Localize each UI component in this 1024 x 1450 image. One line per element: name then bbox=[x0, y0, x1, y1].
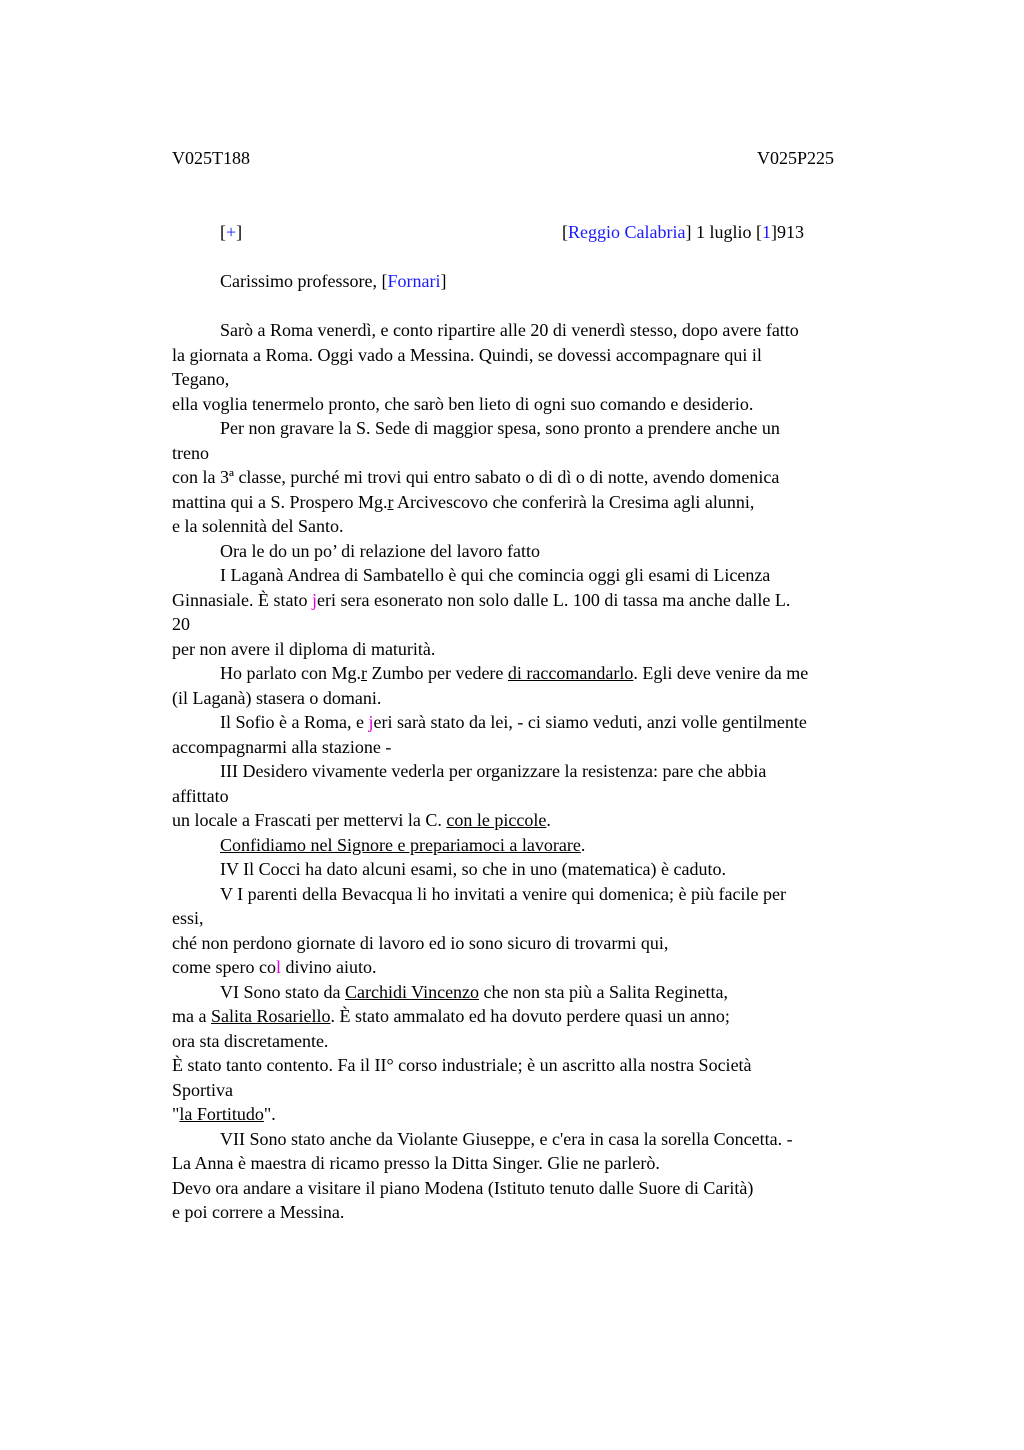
text-line: Il Sofio è a Roma, e jeri sarà stato da lei, - ci siamo veduti, anzi volle gentilmente bbox=[220, 712, 807, 732]
text-line: la giornata a Roma. Oggi vado a Messina. Quindi, se dovessi accompagnare qui il bbox=[172, 344, 762, 365]
letter-body bbox=[172, 318, 912, 1225]
place-link[interactable]: Reggio Calabria bbox=[568, 222, 686, 242]
text-line: Sportiva bbox=[172, 1079, 233, 1100]
text-line: Ora le do un po’ di relazione del lavoro fatto bbox=[220, 540, 541, 561]
text-line: Per non gravare la S. Sede di maggior spesa, sono pronto a prendere anche un bbox=[220, 418, 780, 438]
text-line: IV Il Cocci ha dato alcuni esami, so che in uno (matematica) è caduto. bbox=[220, 859, 726, 879]
text-line: per non avere il diploma di maturità. bbox=[172, 638, 436, 659]
dateline: [Reggio Calabria] 1 luglio [1]913 bbox=[562, 222, 804, 242]
document-code-left: V025T188 bbox=[172, 148, 250, 168]
text-line: "la Fortitudo". bbox=[172, 1104, 276, 1124]
document-code-right: V025P225 bbox=[757, 148, 835, 168]
text-line: VII Sono stato anche da Violante Giuseppe, e c'era in casa la sorella Concetta. - bbox=[220, 1128, 793, 1149]
text-line: La Anna è maestra di ricamo presso la Ditta Singer. Glie ne parlerò. bbox=[172, 1153, 660, 1173]
recipient-link[interactable]: Fornari bbox=[387, 271, 441, 291]
archive-mark: [+] bbox=[220, 222, 243, 242]
text-line: Sarò a Roma venerdì, e conto ripartire alle 20 di venerdì stesso, dopo avere fatto bbox=[220, 320, 799, 340]
text-line: ma a Salita Rosariello. È stato ammalato ed ha dovuto perdere quasi un anno; bbox=[172, 1006, 730, 1026]
text-line: affittato bbox=[172, 785, 229, 806]
text-line: Confidiamo nel Signore e prepariamoci a lavorare. bbox=[220, 834, 586, 855]
text-line: 20 bbox=[172, 614, 190, 634]
text-line: un locale a Frascati per mettervi la C. con le piccole. bbox=[172, 810, 551, 830]
text-line: treno bbox=[172, 442, 209, 463]
text-line: accompagnarmi alla stazione - bbox=[172, 736, 392, 757]
text-line: V I parenti della Bevacqua li ho invitati a venire qui domenica; è più facile per bbox=[220, 883, 786, 904]
text-line: Devo ora andare a visitare il piano Modena (Istituto tenuto dalle Suore di Carità) bbox=[172, 1177, 754, 1198]
text-line: ella voglia tenermelo pronto, che sarò ben lieto di ogni suo comando e desiderio. bbox=[172, 393, 754, 414]
text-line: Ginnasiale. È stato jeri sera esonerato non solo dalle L. 100 di tassa ma anche dalle L. bbox=[172, 589, 791, 610]
text-line: III Desidero vivamente vederla per organizzare la resistenza: pare che abbia bbox=[220, 761, 767, 781]
text-line: ché non perdono giornate di lavoro ed io sono sicuro di trovarmi qui, bbox=[172, 932, 669, 953]
text-line: e la solennità del Santo. bbox=[172, 516, 344, 536]
text-line: Ho parlato con Mg.r Zumbo per vedere di raccomandarlo. Egli deve venire da me bbox=[220, 663, 809, 683]
text-line: È stato tanto contento. Fa il II° corso industriale; è un ascritto alla nostra Società bbox=[172, 1055, 752, 1075]
year-digit-link[interactable]: 1 bbox=[761, 222, 771, 242]
text-line: mattina qui a S. Prospero Mg.r Arcivescovo che conferirà la Cresima agli alunni, bbox=[172, 491, 755, 512]
text-line: e poi correre a Messina. bbox=[172, 1202, 345, 1222]
text-line: ora sta discretamente. bbox=[172, 1030, 329, 1051]
text-line: (il Laganà) stasera o domani. bbox=[172, 687, 382, 708]
salutation: Carissimo professore, [Fornari] bbox=[220, 271, 447, 291]
plus-link[interactable]: + bbox=[226, 222, 237, 242]
text-line: VI Sono stato da Carchidi Vincenzo che non sta più a Salita Reginetta, bbox=[220, 981, 728, 1002]
text-line: come spero col divino aiuto. bbox=[172, 957, 377, 977]
text-line: Tegano, bbox=[172, 369, 230, 389]
text-line: con la 3ª classe, purché mi trovi qui entro sabato o di dì o di notte, avendo domenica bbox=[172, 467, 780, 487]
text-line: essi, bbox=[172, 908, 204, 928]
text-line: I Laganà Andrea di Sambatello è qui che comincia oggi gli esami di Licenza bbox=[220, 565, 771, 585]
